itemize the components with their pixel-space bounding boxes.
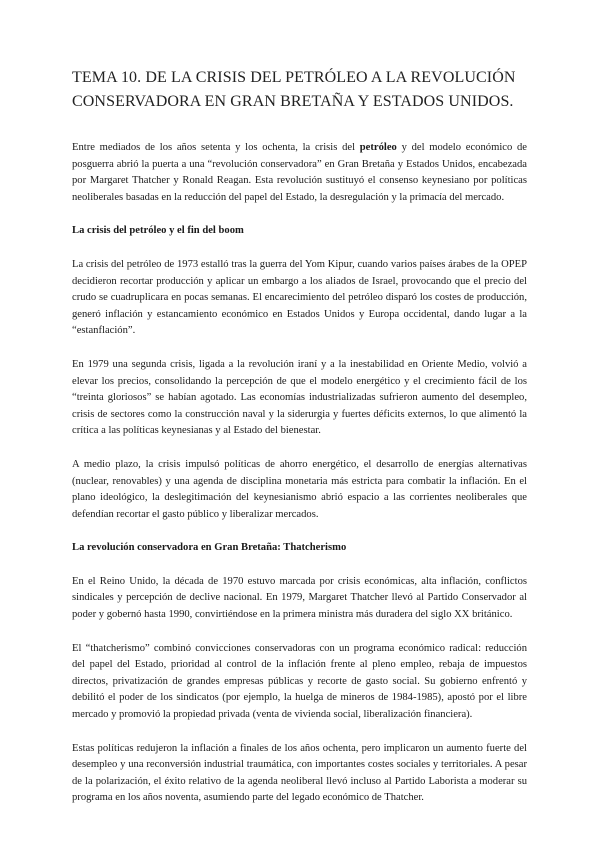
paragraph: En el Reino Unido, la década de 1970 estuvo marcada por crisis económicas, alta inflación, conflictos sindicales y percepción de declive nacional. En 1979, Margaret Thatcher llevó al Partido Conservador al poder y gobernó hasta 1990, convirtiéndose en la primera ministra más duradera del siglo XX británico. bbox=[72, 575, 527, 621]
intro-paragraph bbox=[72, 140, 527, 206]
paragraph: La crisis del petróleo de 1973 estalló tras la guerra del Yom Kipur, cuando varios países árabes de la OPEP decidieron recortar producción y aplicar un embargo a los aliados de Israel, provocando que el precio del crudo se cuadruplicara en pocas semanas. El encarecimiento del petróleo disparó los costes de producción, generó inflación y estancamiento económico en Estados Unidos y Europa occidental, dando lugar a la “estanflación”. bbox=[72, 258, 527, 337]
section-heading-thatcherism: La revolución conservadora en Gran Bretaña: Thatcherismo bbox=[72, 542, 347, 554]
intro-text-start: Entre mediados de los años setenta y los ochenta, la crisis del bbox=[72, 142, 360, 153]
document-page bbox=[72, 66, 527, 824]
paragraph: En 1979 una segunda crisis, ligada a la revolución iraní y a la inestabilidad en Oriente Medio, volvió a elevar los precios, consolidando la percepción de que el modelo energético y el crecimiento fácil de los “treinta gloriosos” se habían agotado. Las economías industrializadas sufrieron aumento del desempleo, crisis de sectores como la construcción naval y la siderurgia y fuertes déficits externos, lo que alimentó la crítica a las políticas keynesianas y al Estado del bienestar. bbox=[72, 358, 527, 437]
section-heading-oil-crisis: La crisis del petróleo y el fin del boom bbox=[72, 225, 244, 237]
document-title: TEMA 10. DE LA CRISIS DEL PETRÓLEO A LA REVOLUCIÓN CONSERVADORA EN GRAN BRETAÑA Y ESTADOS UNIDOS. bbox=[72, 69, 516, 110]
paragraph: A medio plazo, la crisis impulsó políticas de ahorro energético, el desarrollo de energías alternativas (nuclear, renovables) y una agenda de disciplina monetaria más estricta para combatir la inflación. En el plano ideológico, la deslegitimación del keynesianismo abrió espacio a las corrientes neoliberales que defendían recortar el gasto público y liberalizar mercados. bbox=[72, 458, 527, 520]
paragraph: El “thatcherismo” combinó convicciones conservadoras con un programa económico radical: reducción del papel del Estado, prioridad al control de la inflación frente al pleno empleo, rebaja de impuestos directos, privatización de grandes empresas públicas y recorte de gasto social. Su gobierno enfrentó y debilitó el poder de los sindicatos (por ejemplo, la huelga de mineros de 1984-1985), apostó por el libre mercado y promovió la propiedad privada (venta de vivienda social, liberalización financiera). bbox=[72, 642, 527, 721]
intro-text-end: y del modelo económico de posguerra abrió la puerta a una “revolución conservadora” en Gran Bretaña y Estados Unidos, encabezada por Margaret Thatcher y Ronald Reagan. Esta revolución sustituyó el consenso keynesiano por políticas neoliberales basadas en la reducción del papel del Estado, la desregulación y la primacía del mercado. bbox=[72, 142, 527, 203]
paragraph: Estas políticas redujeron la inflación a finales de los años ochenta, pero implicaron un aumento fuerte del desempleo y una reconversión industrial traumática, con importantes costes sociales y territoriales. A pesar de la polarización, el éxito relativo de la agenda neoliberal llevó incluso al Partido Laborista a moderar su programa en los años noventa, asumiendo parte del legado económico de Thatcher. bbox=[72, 742, 527, 804]
intro-bold-term: petróleo bbox=[359, 142, 397, 153]
